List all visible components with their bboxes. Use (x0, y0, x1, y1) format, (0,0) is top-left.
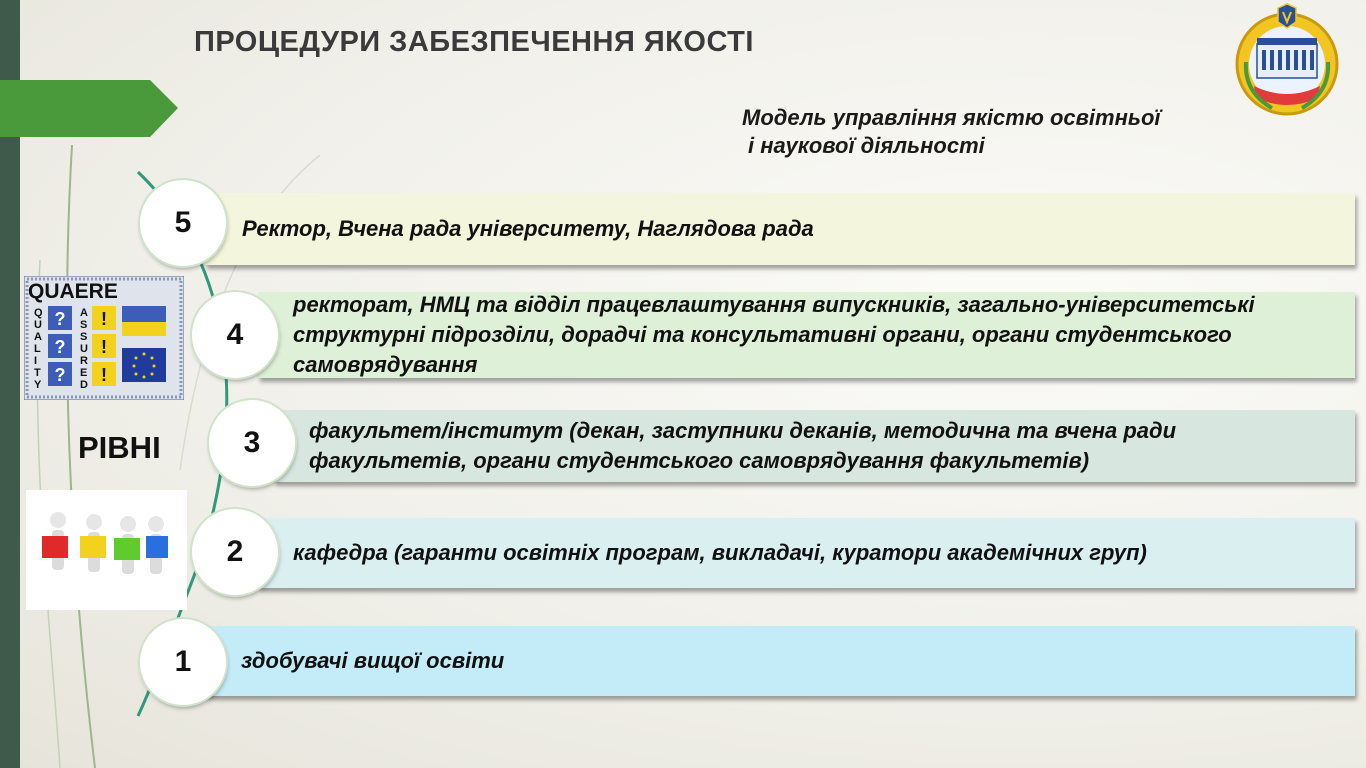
svg-text:?: ? (54, 365, 66, 385)
level-4-band (258, 292, 1355, 378)
level-1-text: здобувачі вищої освіти (241, 648, 505, 673)
level-5-text: Ректор, Вчена рада університету, Наглядова рада (242, 216, 814, 241)
svg-text:!: ! (101, 337, 107, 357)
level-1-number: 1 (140, 619, 226, 705)
level-3-band (274, 410, 1355, 482)
svg-text:QUAERE: QUAERE (28, 280, 118, 303)
subtitle-line-2: і наукової діяльності (748, 133, 985, 158)
level-1-band (205, 626, 1355, 696)
svg-text:U: U (34, 319, 42, 331)
university-emblem-icon (1232, 2, 1342, 122)
puzzle-people-icon (26, 490, 187, 610)
level-3-number: 3 (209, 400, 295, 486)
quaere-logo-icon (24, 276, 184, 400)
svg-text:D: D (80, 379, 88, 391)
svg-text:?: ? (54, 309, 66, 329)
svg-text:Q: Q (34, 307, 43, 319)
svg-text:S: S (80, 331, 88, 343)
level-2-band (258, 518, 1355, 588)
svg-text:L: L (34, 343, 41, 355)
level-4-number: 4 (192, 292, 278, 378)
svg-text:A: A (34, 331, 42, 343)
svg-text:?: ? (54, 337, 66, 357)
svg-text:A: A (80, 307, 88, 319)
level-2-text: кафедра (гаранти освітніх програм, викладачі, куратори академічних груп) (293, 540, 1147, 565)
svg-text:T: T (34, 367, 41, 379)
subtitle-line-1: Модель управління якістю освітньої (742, 105, 1161, 130)
level-5-number: 5 (140, 180, 226, 266)
level-3-text: факультет/інститут (декан, заступники деканів, методична та вчена ради факультетів, органи студентського самоврядування факультетів) (309, 418, 1177, 473)
svg-text:!: ! (101, 365, 107, 385)
svg-text:Y: Y (34, 379, 42, 391)
levels-label: РІВНІ (78, 430, 161, 465)
svg-text:!: ! (101, 309, 107, 329)
svg-text:S: S (80, 319, 88, 331)
level-4-text: ректорат, НМЦ та відділ працевлаштування випускників, загально-університетські структурні підрозділи, дорадчі та консультативні органи, органи студентського самоврядування (293, 292, 1255, 377)
level-2-number: 2 (192, 509, 278, 595)
page-title: ПРОЦЕДУРИ ЗАБЕЗПЕЧЕННЯ ЯКОСТІ (194, 26, 754, 58)
green-arrow-tab (0, 80, 178, 137)
svg-text:E: E (80, 367, 88, 379)
svg-text:I: I (34, 355, 38, 367)
diagram-subtitle (742, 104, 1161, 160)
svg-text:U: U (80, 343, 88, 355)
svg-text:R: R (80, 355, 88, 367)
level-5-band (205, 193, 1355, 265)
